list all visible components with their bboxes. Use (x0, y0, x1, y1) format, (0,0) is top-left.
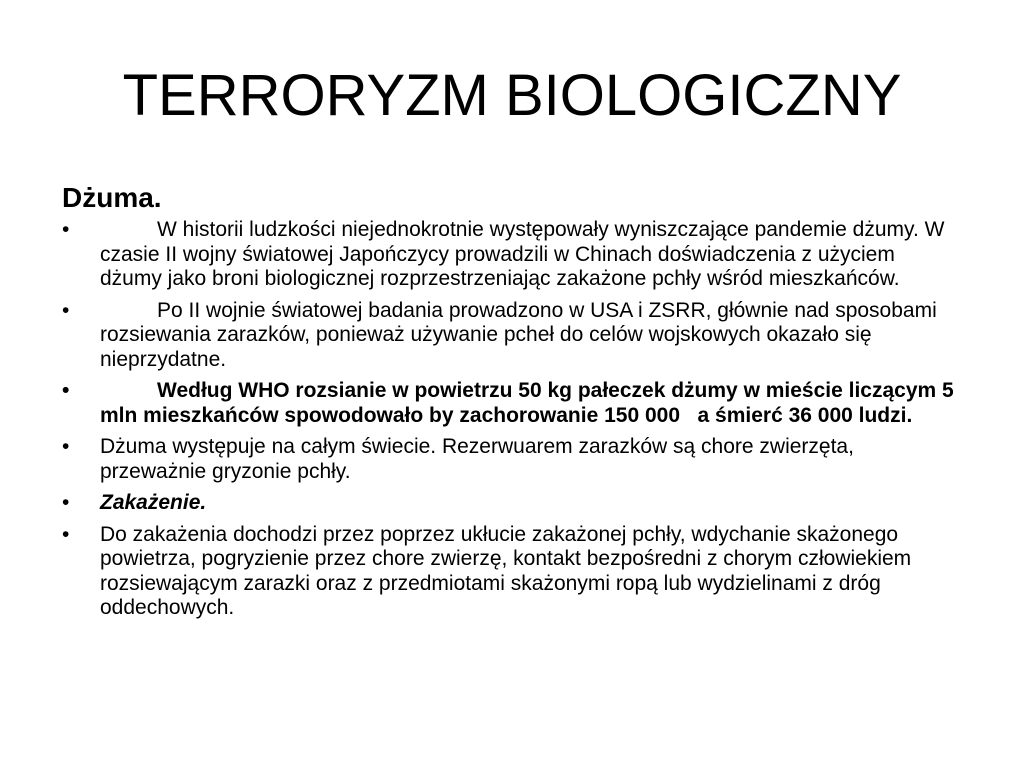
list-item (62, 523, 962, 621)
list-item (62, 379, 962, 428)
slide-title: TERRORYZM BIOLOGICZNY (122, 63, 902, 128)
list-item (62, 491, 962, 516)
list-item-text: Dżuma występuje na całym świecie. Rezerwuarem zarazków są chore zwierzęta, przeważnie gryzonie pchły. (100, 435, 854, 483)
bullet-icon: • (62, 379, 70, 402)
list-item-text: Według WHO rozsianie w powietrzu 50 kg pałeczek dżumy w mieście liczącym 5 mln mieszkańców spowodowało by zachorowanie 150 000 a śmierć 36 000 ludzi. (100, 379, 960, 427)
list-item-text: Do zakażenia dochodzi przez poprzez ukłucie zakażonej pchły, wdychanie skażonego powietrza, pogryzienie przez chore zwierzę, kontakt bezpośredni z chorym człowiekiem rozsiewającym zarazki oraz z przedmiotami skażonymi ropą lub wydzielinami z dróg oddechowych. (100, 522, 912, 619)
slide-content (62, 180, 962, 628)
bullet-icon: • (62, 218, 70, 241)
list-item-text: W historii ludzkości niejednokrotnie występowały wyniszczające pandemie dżumy. W czasie II wojny światowej Japończycy prowadzili w Chinach doświadczenia z użyciem dżumy jako broni biologicznej rozprzestrzeniając zakażone pchły wśród mieszkańców. (100, 218, 945, 290)
list-item-text: Po II wojnie światowej badania prowadzono w USA i ZSRR, głównie nad sposobami rozsiewania zarazków, ponieważ używanie pcheł do celów wojskowych okazało się nieprzydatne. (100, 298, 937, 371)
list-item-text: Zakażenie. (100, 491, 207, 514)
bullet-icon: • (62, 491, 70, 514)
bullet-icon: • (62, 522, 70, 546)
bullet-list (62, 218, 962, 621)
bullet-icon: • (62, 298, 70, 322)
list-item (62, 299, 962, 373)
list-item (62, 218, 962, 292)
section-heading: Dżuma. (62, 182, 162, 213)
list-item (62, 435, 962, 484)
bullet-icon: • (62, 435, 70, 458)
